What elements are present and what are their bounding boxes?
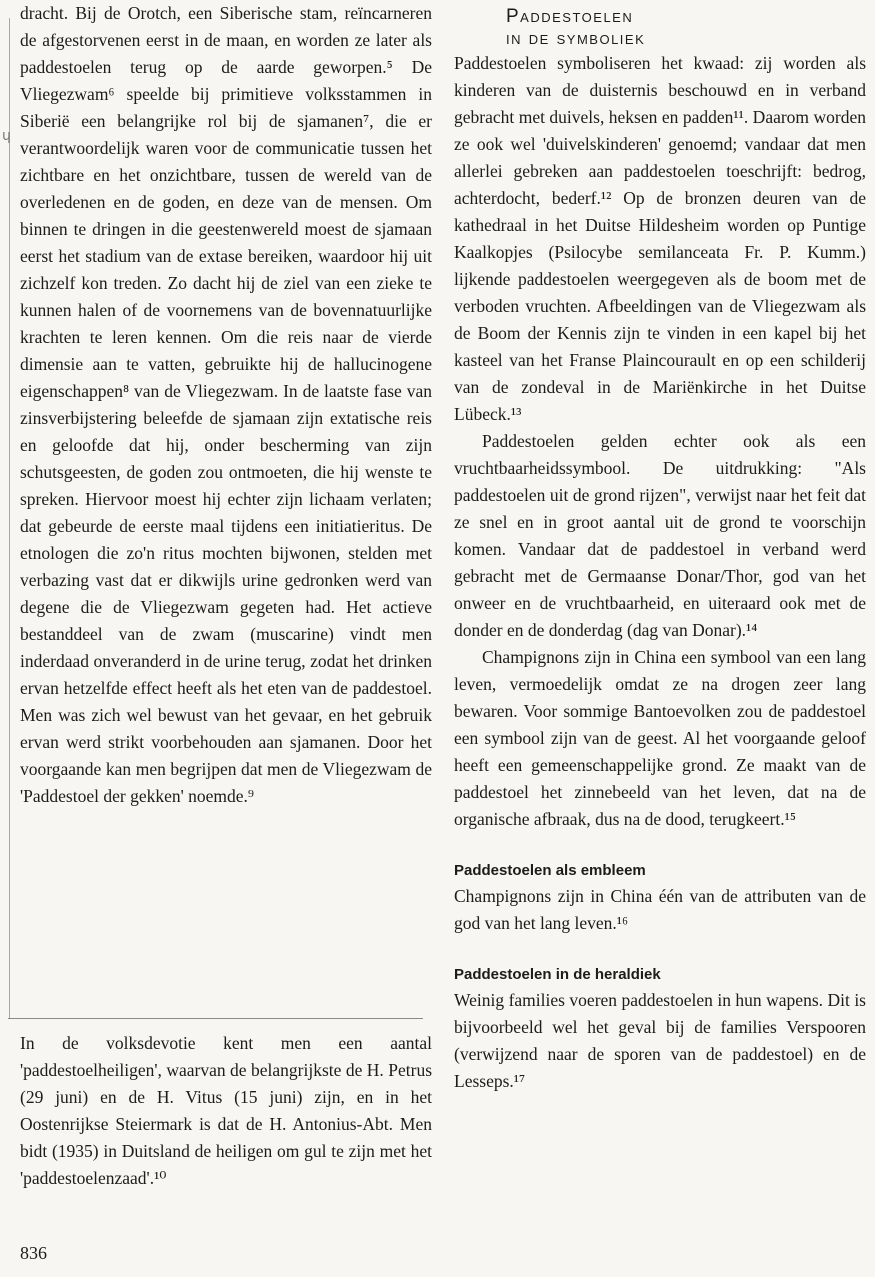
margin-pencil-mark: ɥ bbox=[2, 128, 11, 144]
subheading-embleem: Paddestoelen als embleem bbox=[454, 862, 646, 879]
subheading-heraldiek: Paddestoelen in de heraldiek bbox=[454, 966, 661, 983]
section-title bbox=[506, 0, 866, 50]
section-title-line-1: Paddestoelen bbox=[506, 6, 634, 27]
section-title-line-2: in de symboliek bbox=[506, 28, 646, 49]
right-paragraph-3: Champignons zijn in China een symbool van een lang leven, vermoedelijk omdat ze na drogen zeer lang bewaren. Voor sommige Bantoevolken zou de paddestoel een symbool zijn van de geest. Al het voorgaande geloof heeft een gemeenschappelijke grond. Ze maakt van de paddestoel het zinnebeeld van het leven, dat na de organische afbraak, dus na de dood, terugkeert.¹⁵ bbox=[454, 647, 866, 829]
right-paragraph-2: Paddestoelen gelden echter ook als een vruchtbaarheidssymbool. De uitdrukking: "Als paddestoelen uit de grond rijzen", verwijst naar het feit dat ze snel en in groot aantal uit de grond te voorschijn komen. Vandaar dat de paddestoel in verband werd gebracht met de Germaanse Donar/Thor, god van het onweer en de vruchtbaarheid, en uiteraard ook met de donder en de donderdag (dag van Donar).¹⁴ bbox=[454, 431, 866, 640]
left-paragraph-1: dracht. Bij de Orotch, een Siberische stam, reïncarneren de afgestorvenen eerst in de maan, en worden ze later als paddestoelen terug op de aarde geworpen.⁵ De Vliegezwam⁶ speelde bij primitieve volksstammen in Siberië een belangrijke rol bij de sjamanen⁷, die er verantwoordelijk waren voor de communicatie tussen het zichtbare en het onzichtbare, tussen de wereld van de overledenen en de goden, en deze van de mensen. Om binnen te dringen in die geestenwereld moest de sjamaan eerst het stadium van de extase bereiken, waardoor hij uit zichzelf kon treden. Zo dacht hij de ziel van een zieke te kunnen halen of de voornemens van de bovennatuurlijke krachten te leren kennen. Om die reis naar de vierde dimensie aan te vatten, gebruikte hij de hallucinogene eigenschappen⁸ van de Vliegezwam. In de laatste fase van zinsverbijstering beleefde de sjamaan zijn extatische reis en geloofde dat hij, onder bescherming van zijn schutsgeesten, de goden zou ontmoeten, die hij wenste te spreken. Hiervoor moest hij echter zijn lichaam verlaten; dat gebeurde de eerste maal tijdens een initiatieritus. De etnologen die zo'n ritus mochten bijwonen, stelden met verbazing vast dat er dikwijls urine gedronken werd van degene die de Vliegezwam gegeten had. Het actieve bestanddeel van de zwam (muscarine) vindt men inderdaad onveranderd in de urine terug, zodat het drinken ervan hetzelfde effect heeft als het eten van de paddestoel. Men was zich wel bewust van het gevaar, en het gebruik ervan werd strikt voorbehouden aan sjamanen. Door het voorgaande kan men begrijpen dat men de Vliegezwam de 'Paddestoel der gekken' noemde.⁹ bbox=[20, 3, 432, 806]
right-paragraph-1: Paddestoelen symboliseren het kwaad: zij worden als kinderen van de duisternis beschouwd en in verband gebracht met duivels, heksen en padden¹¹. Daarom worden ze ook wel 'duivelskinderen' genoemd; vandaar dat men allerlei gebreken aan paddestoelen toeschrijft: bedrog, achterdocht, bederf.¹² Op de bronzen deuren van de kathedraal in het Duitse Hildesheim worden op Puntige Kaalkopjes (Psilocybe semilanceata Fr. P. Kumm.) lijkende paddestoelen weergegeven als de boom met de verboden vruchten. Afbeeldingen van de Vliegezwam als de Boom der Kennis zijn te vinden in een kapel bij het kasteel van het Franse Plaincourault en op een schilderij van de zondeval in de Mariënkirche in het Duitse Lübeck.¹³ bbox=[454, 53, 866, 424]
right-column bbox=[454, 0, 866, 1095]
page-number: 836 bbox=[20, 1243, 47, 1263]
left-lower-block bbox=[20, 1030, 432, 1192]
section-divider bbox=[8, 1018, 423, 1019]
right-paragraph-5: Weinig families voeren paddestoelen in hun wapens. Dit is bijvoorbeeld wel het geval bij de families Verspooren (verwijzend naar de sporen van de paddestoel) en de Lesseps.¹⁷ bbox=[454, 990, 866, 1091]
margin-pencil-line bbox=[9, 18, 10, 1018]
right-paragraph-4: Champignons zijn in China één van de attributen van de god van het lang leven.¹⁶ bbox=[454, 886, 866, 933]
left-paragraph-2: In de volksdevotie kent men een aantal 'paddestoelheiligen', waarvan de belangrijkste de H. Petrus (29 juni) en de H. Vitus (15 juni) zijn, en in het Oostenrijkse Steiermark is dat de H. Antonius-Abt. Men bidt (1935) in Duitsland de heiligen om gul te zijn met het 'paddestoelenzaad'.¹⁰ bbox=[20, 1033, 432, 1188]
left-column bbox=[20, 0, 432, 810]
